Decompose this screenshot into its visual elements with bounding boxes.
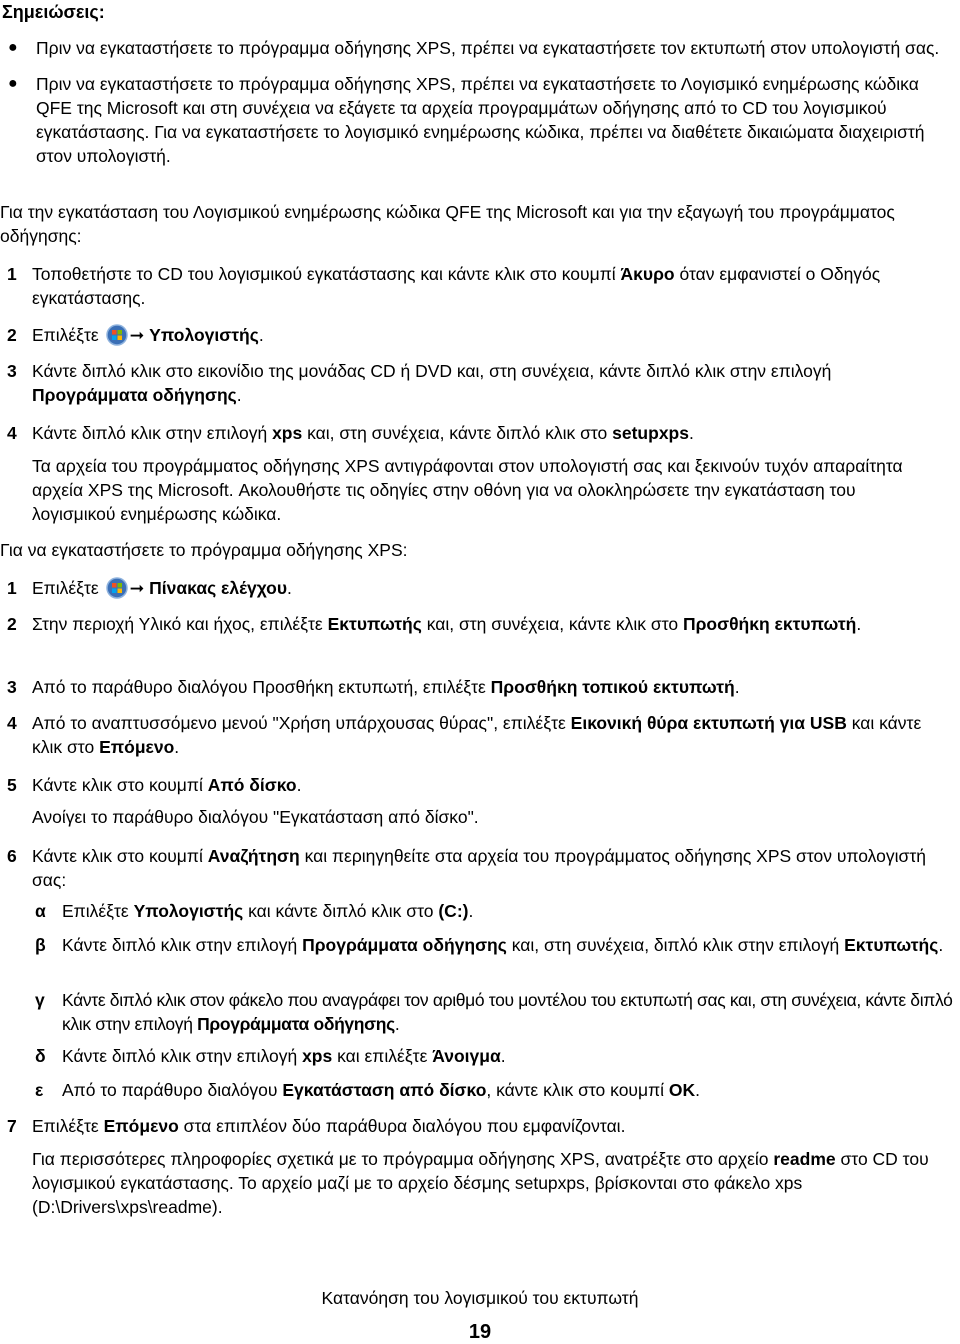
xps-substep-b: β Κάντε διπλό κλικ στην επιλογή Προγράμματα οδήγησης και, στη συνέχεια, διπλό κλικ στην επιλογή Εκτυπωτής. <box>35 935 944 955</box>
xps-substep-a: α Επιλέξτε Υπολογιστής και κάντε διπλό κλικ στο (C:). <box>35 901 474 921</box>
step-number: 1 <box>7 578 17 598</box>
substep-letter: β <box>35 935 46 955</box>
substep-letter: ε <box>35 1080 44 1100</box>
footer-section-title: Κατανόηση του λογισμικού του εκτυπωτή <box>321 1288 639 1308</box>
note-bullet <box>0 72 940 168</box>
arrow-icon: ➞ <box>129 578 145 598</box>
xps-substep-d: δ Κάντε διπλό κλικ στην επιλογή xps και επιλέξτε Άνοιγμα. <box>35 1046 506 1066</box>
note-text: Πριν να εγκαταστήσετε το πρόγραμμα οδήγησης XPS, πρέπει να εγκαταστήσετε τον εκτυπωτή στον υπολογιστή σας. <box>36 38 940 58</box>
qfe-step-4-note: Τα αρχεία του προγράμματος οδήγησης XPS αντιγράφονται στον υπολογιστή σας και ξεκινούν τυχόν απαραίτητα αρχεία XPS της Microsoft. Ακολουθήστε τις οδηγίες στην οθόνη για να ολοκληρώσετε την εγκατάσταση του λογισμικού ενημέρωσης κώδικα. <box>32 456 903 524</box>
note-text: Πριν να εγκαταστήσετε το πρόγραμμα οδήγησης XPS, πρέπει να εγκαταστήσετε το Λογισμικό ενημέρωσης κώδικα QFE της Microsoft και στη συνέχεια να εξάγετε τα αρχεία προγραμμάτων οδήγησης από το CD του λογισμικού εγκατάστασης. Για να εγκαταστήσετε το λογισμικό ενημέρωσης κώδικα, πρέπει να διαθέτετε δικαιώματα διαχειριστή στον υπολογιστή. <box>36 74 925 166</box>
substep-letter: δ <box>35 1046 46 1066</box>
xps-substep-c: γ Κάντε διπλό κλικ στον φάκελο που αναγράφει τον αριθμό του μοντέλου του εκτυπωτή σας και, στη συνέχεια, κάντε διπλό κλικ στην επιλογή Προγράμματα οδήγησης. <box>35 990 953 1034</box>
qfe-step-3: 3 Κάντε διπλό κλικ στο εικονίδιο της μονάδας CD ή DVD και, στη συνέχεια, κάντε διπλό κλικ στην επιλογή Προγράμματα οδήγησης. <box>7 361 832 405</box>
substep-letter: γ <box>35 990 45 1010</box>
substep-letter: α <box>35 901 46 921</box>
step-number: 1 <box>7 264 17 284</box>
qfe-step-1: 1 Τοποθετήστε το CD του λογισμικού εγκατάστασης και κάντε κλικ στο κουμπί Άκυρο όταν εμφανιστεί ο Οδηγός εγκατάστασης. <box>7 264 881 308</box>
xps-step-7: 7 Επιλέξτε Επόμενο στα επιπλέον δύο παράθυρα διαλόγου που εμφανίζονται. <box>7 1116 626 1136</box>
xps-intro: Για να εγκαταστήσετε το πρόγραμμα οδήγησης XPS: <box>0 540 408 560</box>
step-number: 4 <box>7 423 17 443</box>
step-number: 4 <box>7 713 17 733</box>
arrow-icon: ➞ <box>129 325 145 345</box>
step-number: 2 <box>7 614 17 634</box>
xps-step-2: 2 Στην περιοχή Υλικό και ήχος, επιλέξτε Εκτυπωτής και, στη συνέχεια, κάντε κλικ στο Προσθήκη εκτυπωτή. <box>7 614 862 634</box>
xps-step-4: 4 Από το αναπτυσσόμενο μενού "Χρήση υπάρχουσας θύρας", επιλέξτε Εικονική θύρα εκτυπωτή για USB και κάντε κλικ στο Επόμενο. <box>7 713 922 757</box>
xps-step-1: 1 Επιλέξτε ➞ Πίνακας ελέγχου. <box>7 578 292 598</box>
step-number: 2 <box>7 325 17 345</box>
cancel-label: Άκυρο <box>620 264 675 284</box>
xps-step-5: 5 Κάντε κλικ στο κουμπί Από δίσκο. <box>7 775 302 795</box>
qfe-intro: Για την εγκατάσταση του Λογισμικού ενημέρωσης κώδικα QFE της Microsoft και για την εξαγωγή του προγράμματος οδήγησης: <box>0 202 895 246</box>
step-number: 3 <box>7 361 17 381</box>
bullet-dot-icon: ● <box>8 39 18 56</box>
windows-start-icon <box>106 577 128 599</box>
step-number: 5 <box>7 775 17 795</box>
bullet-dot-icon: ● <box>8 75 18 92</box>
step-number: 3 <box>7 677 17 697</box>
note-bullet <box>0 36 940 60</box>
notes-heading: Σημειώσεις: <box>2 2 105 22</box>
xps-substep-e: ε Από το παράθυρο διαλόγου Εγκατάσταση από δίσκο, κάντε κλικ στο κουμπί OK. <box>35 1080 701 1100</box>
notes-list <box>0 36 940 180</box>
windows-start-icon <box>106 324 128 346</box>
step-number: 7 <box>7 1116 17 1136</box>
step-number: 6 <box>7 846 17 866</box>
xps-step-7-note: Για περισσότερες πληροφορίες σχετικά με το πρόγραμμα οδήγησης XPS, ανατρέξτε στο αρχείο readme στο CD του λογισμικού εγκατάστασης. Το αρχείο μαζί με το αρχείο δέσμης setupxps, βρίσκονται στο φάκελο xps (D:\Drivers\xps\readme). <box>32 1149 929 1217</box>
xps-step-6: 6 Κάντε κλικ στο κουμπί Αναζήτηση και περιηγηθείτε στα αρχεία του προγράμματος οδήγησης XPS στον υπολογιστή σας: <box>7 846 926 890</box>
qfe-step-4: 4 Κάντε διπλό κλικ στην επιλογή xps και, στη συνέχεια, κάντε διπλό κλικ στο setupxps. <box>7 423 694 443</box>
xps-step-3: 3 Από το παράθυρο διαλόγου Προσθήκη εκτυπωτή, επιλέξτε Προσθήκη τοπικού εκτυπωτή. <box>7 677 740 697</box>
qfe-step-2: 2 Επιλέξτε ➞ Υπολογιστής. <box>7 325 264 345</box>
xps-step-5-note: Ανοίγει το παράθυρο διαλόγου "Εγκατάσταση από δίσκο". <box>32 807 479 827</box>
page-number: 19 <box>468 1321 492 1343</box>
